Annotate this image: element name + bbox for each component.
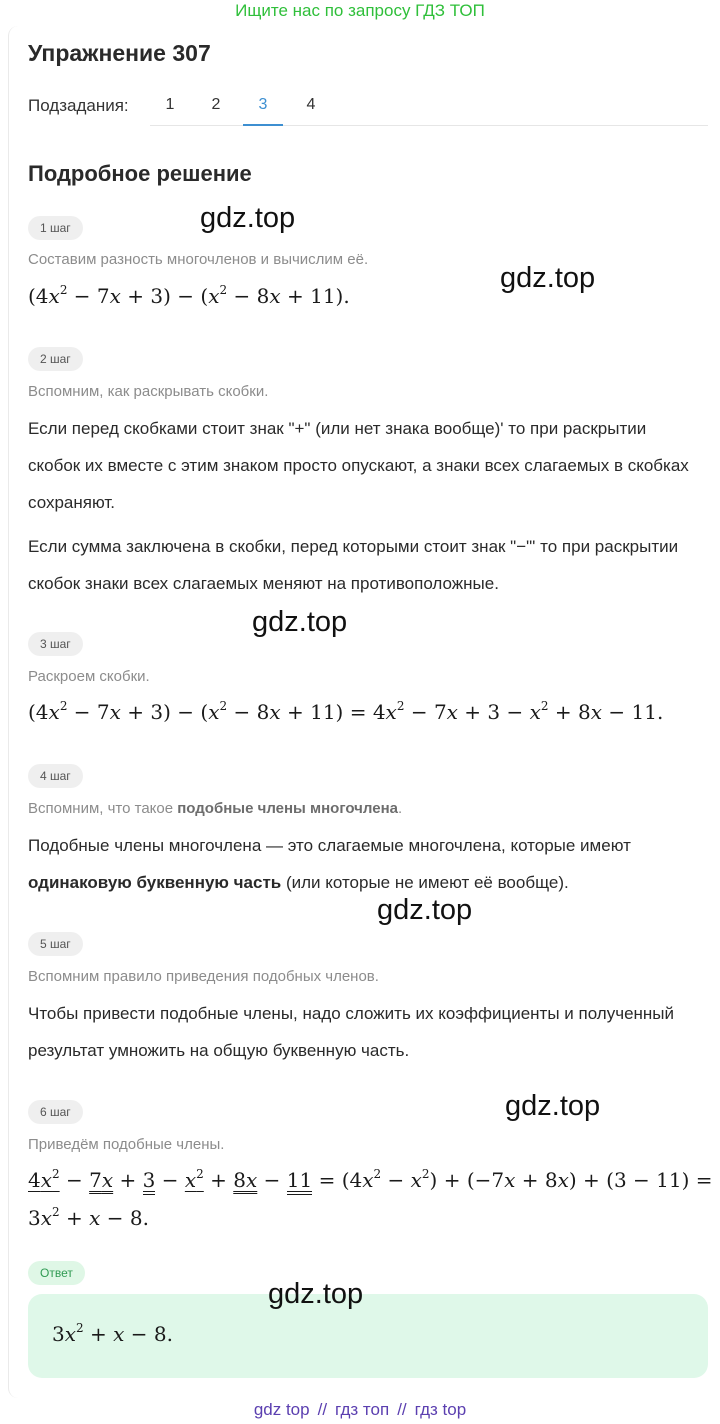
step-4-definition: Подобные члены многочлена — это слагаемые многочлена, которые имеют одинаковую буквенную часть (или которые не имеют её вообще). <box>28 836 631 892</box>
subtasks-label: Подзадания: <box>28 96 129 115</box>
watermark: gdz.top <box>377 894 473 926</box>
step-6-formula-line-1: $4x^2 - 7x + 3 - x^2 + 8x - 11 = (4x^2 - x^2) + (-7x + 8x) + (3 - 11)$ = <box>28 1168 713 1195</box>
tab-subtask-3[interactable]: 3 <box>243 86 283 126</box>
footer-link-gdz-top-mixed[interactable]: гдз top <box>414 1400 467 1419</box>
watermark: gdz.top <box>505 1090 601 1122</box>
answer-box <box>28 1294 708 1378</box>
step-4-badge: 4 шаг <box>28 764 83 788</box>
watermark: gdz.top <box>200 202 296 234</box>
footer-link-gdz-top-ru[interactable]: гдз топ <box>335 1400 390 1419</box>
step-6-hint: Приведём подобные члены. <box>28 1136 225 1153</box>
step-5-badge: 5 шаг <box>28 932 83 956</box>
watermark: gdz.top <box>500 262 596 294</box>
watermark: gdz.top <box>252 606 348 638</box>
step-2-hint: Вспомним, как раскрывать скобки. <box>28 383 269 400</box>
step-1-hint: Составим разность многочленов и вычислим её. <box>28 251 369 268</box>
step-6-badge: 6 шаг <box>28 1100 83 1124</box>
step-2-rule-plus: Если перед скобками стоит знак "+" (или нет знака вообще)' то при раскрытии скобок их вместе с этим знаком просто опускают, а знаки всех слагаемых в скобках сохраняют. <box>28 419 689 512</box>
step-5-rule: Чтобы привести подобные члены, надо сложить их коэффициенты и полученный результат умножить на общую буквенную часть. <box>28 1004 675 1060</box>
footer-separator: // <box>317 1400 328 1419</box>
step-3-badge: 3 шаг <box>28 632 83 656</box>
step-5-hint: Вспомним правило приведения подобных членов. <box>28 968 379 985</box>
subtask-tabs <box>150 86 708 126</box>
step-1-formula: $(4x^2 - 7x + 3) - (x^2 - 8x + 11)$. <box>28 283 350 308</box>
answer-formula: $3x^2 + x - 8$. <box>52 1321 173 1346</box>
tab-subtask-4[interactable]: 4 <box>306 96 316 113</box>
step-4-hint: Вспомним, что такое подобные члены многочлена. <box>28 800 403 817</box>
watermark: gdz.top <box>268 1278 364 1310</box>
step-2-rule-minus: Если сумма заключена в скобки, перед которыми стоит знак "−"' то при раскрытии скобок знаки всех слагаемых меняют на противоположные. <box>28 537 679 593</box>
step-6-formula-line-2: $3x^2 + x - 8$. <box>28 1205 149 1230</box>
footer-links <box>0 1400 720 1420</box>
step-2-badge: 2 шаг <box>28 347 83 371</box>
answer-badge: Ответ <box>28 1261 85 1285</box>
step-3-formula: $(4x^2 - 7x + 3) - (x^2 - 8x + 11) = 4x^2 - 7x + 3 - x^2 + 8x - 11$. <box>28 699 664 724</box>
step-3-hint: Раскроем скобки. <box>28 668 150 685</box>
section-title: Подробное решение <box>28 161 252 186</box>
tab-subtask-2[interactable]: 2 <box>211 96 221 113</box>
footer-link-gdz-top[interactable]: gdz top <box>253 1400 310 1419</box>
tab-subtask-1[interactable]: 1 <box>165 96 175 113</box>
top-banner: Ищите нас по запросу ГДЗ ТОП <box>235 1 485 20</box>
footer-separator: // <box>397 1400 407 1419</box>
page-title: Упражнение 307 <box>28 40 211 66</box>
step-1-badge: 1 шаг <box>28 216 83 240</box>
